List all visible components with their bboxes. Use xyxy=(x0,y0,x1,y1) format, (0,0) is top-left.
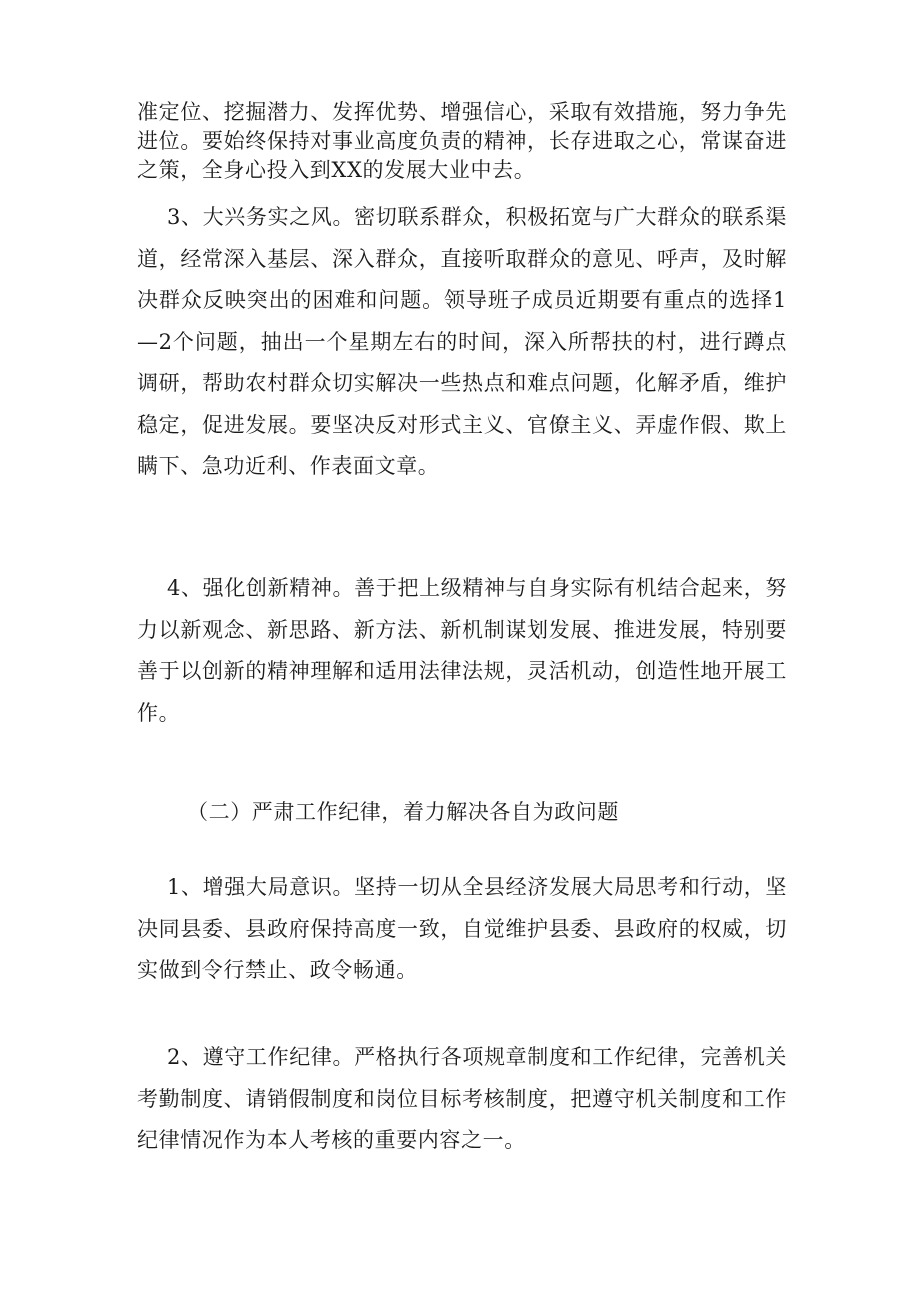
paragraph-item-4: 4、强化创新精神。善于把上级精神与自身实际有机结合起来，努力以新观念、新思路、新方法、新机制谋划发展、推进发展，特别要善于以创新的精神理解和适用法律法规，灵活机动，创造性地开展工作。 xyxy=(137,576,787,725)
paragraph-continuation: 准定位、挖掘潜力、发挥优势、增强信心，采取有效措施，努力争先进位。要始终保持对事业高度负责的精神，长存进取之心，常谋奋进之策，全身心投入到XX的发展大业中去。 xyxy=(137,100,787,182)
paragraph-section-2-item-2: 2、遵守工作纪律。严格执行各项规章制度和工作纪律，完善机关考勤制度、请销假制度和岗位目标考核制度，把遵守机关制度和工作纪律情况作为本人考核的重要内容之一。 xyxy=(137,1045,787,1152)
paragraph-section-2-item-1: 1、增强大局意识。坚持一切从全县经济发展大局思考和行动，坚决同县委、县政府保持高度一致，自觉维护县委、县政府的权威，切实做到令行禁止、政令畅通。 xyxy=(137,875,787,982)
paragraph-item-3: 3、大兴务实之风。密切联系群众，积极拓宽与广大群众的联系渠道，经常深入基层、深入群众，直接听取群众的意见、呼声，及时解决群众反映突出的困难和问题。领导班子成员近期要有重点的选择1—2个问题，抽出一个星期左右的时间，深入所帮扶的村，进行蹲点调研，帮助农村群众切实解决一些热点和难点问题，化解矛盾，维护稳定，促进发展。要坚决反对形式主义、官僚主义、弄虚作假、欺上瞒下、急功近利、作表面文章。 xyxy=(137,205,787,478)
section-2-heading: （二）严肃工作纪律，着力解决各自为政问题 xyxy=(187,800,619,824)
